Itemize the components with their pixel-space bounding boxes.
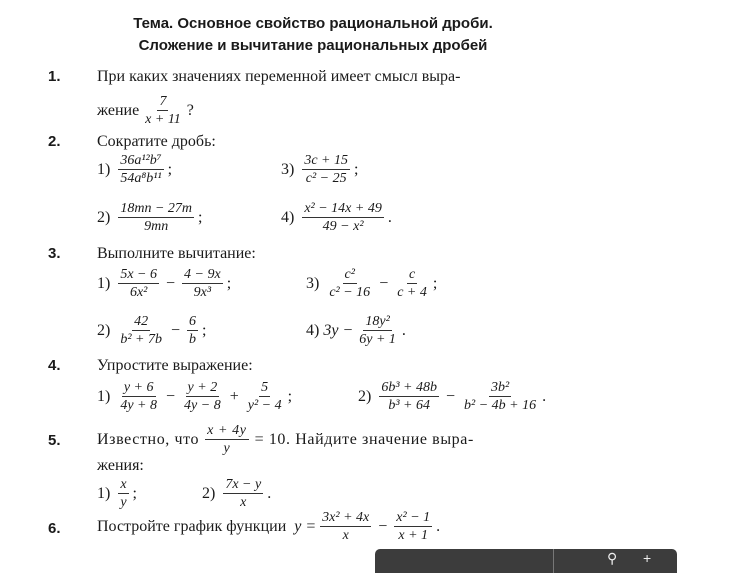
task4-text: Упростите выражение: (97, 357, 253, 374)
fraction (462, 379, 538, 414)
operator: − (379, 274, 389, 292)
fraction (395, 266, 429, 301)
numerator: 6b³ + 48b (381, 380, 437, 395)
numerator: 6 (189, 314, 197, 329)
task1-expression (97, 93, 194, 128)
numerator: 5x − 6 (120, 267, 157, 282)
numerator: c (408, 267, 416, 282)
toolbar-divider (553, 549, 554, 573)
part-label: 3) (306, 274, 320, 292)
fraction (223, 476, 263, 511)
task3-part1 (97, 266, 231, 301)
numerator: 3x² + 4x (322, 510, 370, 525)
numerator: x² − 1 (396, 510, 431, 525)
task4-part1 (97, 379, 292, 414)
fraction (118, 200, 194, 235)
denominator: c + 4 (397, 285, 427, 300)
numerator: y + 2 (187, 380, 218, 395)
denominator: c² − 16 (329, 285, 371, 300)
denominator: x + 1 (398, 528, 429, 543)
task4-part2 (358, 379, 546, 414)
fraction (118, 313, 164, 348)
part-label: 3) (281, 160, 295, 178)
task3-text: Выполните вычитание: (97, 245, 256, 262)
numerator: 5 (261, 380, 269, 395)
fraction (143, 93, 183, 128)
numerator: 18y² (365, 314, 390, 329)
task2-part2 (97, 200, 202, 235)
task-number: 1. (48, 68, 61, 85)
task2-part3 (281, 152, 358, 187)
denominator: x (342, 528, 349, 543)
fraction (118, 379, 159, 414)
denominator: y (120, 495, 127, 510)
numerator: y + 6 (123, 380, 154, 395)
punct: ; (354, 160, 359, 178)
punct: ; (202, 321, 207, 339)
topic-title-line1: Тема. Основное свойство рациональной дроби. (133, 15, 493, 32)
punct: ; (226, 274, 232, 292)
task5-text2: = 10. Найдите значение выра- (254, 430, 474, 448)
fraction (302, 200, 384, 235)
task5-text1: Известно, что (97, 430, 200, 448)
part-label: 1) (97, 274, 111, 292)
denominator: 9mn (144, 219, 169, 234)
operator: + (229, 387, 239, 405)
denominator: 6y + 1 (359, 332, 396, 347)
fraction (320, 509, 371, 544)
part-label: 4) (281, 208, 295, 226)
part-label: 1) (97, 387, 111, 405)
operator: − (445, 387, 456, 405)
punct: . (267, 484, 272, 502)
numerator: x² − 14x + 49 (304, 201, 382, 216)
punct: ? (186, 101, 194, 119)
denominator: b² − 4b + 16 (464, 398, 537, 413)
punct: ; (132, 484, 137, 502)
denominator: 9x³ (193, 285, 212, 300)
fraction (302, 152, 350, 187)
task-number: 5. (48, 432, 61, 449)
part-label: 2) (202, 484, 216, 502)
punct: ; (198, 208, 203, 226)
numerator: 3c + 15 (304, 153, 348, 168)
task5-part1 (97, 476, 137, 511)
task1-text: При каких значениях переменной имеет смысл выра- (97, 68, 461, 85)
fraction (327, 266, 372, 301)
denominator: 6x² (129, 285, 148, 300)
punct: . (436, 517, 441, 535)
plus-icon[interactable]: + (643, 550, 652, 566)
part-label: 1) (97, 484, 111, 502)
fraction (357, 313, 398, 348)
task2-part4 (281, 200, 392, 235)
operator: − (166, 387, 176, 405)
part-label: 2) (358, 387, 372, 405)
expression-prefix: 3y − (323, 321, 354, 339)
numerator: 3b² (490, 380, 510, 395)
denominator: 49 − x² (322, 219, 364, 234)
fraction (187, 313, 198, 348)
fraction (118, 476, 128, 511)
part-label: 1) (97, 160, 111, 178)
punct: . (387, 208, 392, 226)
task5-text (97, 422, 474, 457)
punct: . (542, 387, 547, 405)
denominator: b (189, 332, 197, 347)
numerator: 36a¹²b⁷ (120, 153, 162, 168)
numerator: 4 − 9x (184, 267, 221, 282)
denominator: x (240, 495, 247, 510)
task-number: 2. (48, 133, 61, 150)
numerator: c² (344, 267, 355, 282)
punct: ; (167, 160, 173, 178)
denominator: 4y − 8 (184, 398, 221, 413)
topic-title-line2: Сложение и вычитание рациональных дробей (138, 37, 488, 54)
operator: − (170, 321, 181, 339)
operator: − (378, 517, 388, 535)
viewer-toolbar[interactable] (375, 549, 677, 573)
task6-text: Постройте график функции (97, 517, 287, 535)
numerator: x + 4y (207, 423, 247, 438)
punct: ; (287, 387, 293, 405)
part-label: 4) (306, 321, 320, 339)
fraction (182, 379, 223, 414)
fraction (182, 266, 223, 301)
numerator: x (120, 477, 127, 492)
punct: ; (432, 274, 438, 292)
numerator: 42 (134, 314, 149, 329)
task6-expression (97, 509, 440, 544)
denominator: c² − 25 (305, 171, 347, 186)
fraction (394, 509, 432, 544)
task3-part3 (306, 266, 437, 301)
fraction (118, 152, 163, 187)
numerator: 7x − y (225, 477, 262, 492)
numerator: 7 (159, 94, 167, 109)
task-number: 6. (48, 520, 61, 537)
numerator: 18mn − 27m (120, 201, 192, 216)
denominator: x + 11 (145, 112, 181, 127)
fraction (246, 379, 284, 414)
fraction (205, 422, 248, 457)
punct: . (401, 321, 406, 339)
task3-part2 (97, 313, 206, 348)
operator: − (166, 274, 176, 292)
task-number: 4. (48, 357, 61, 374)
denominator: 54a⁸b¹¹ (120, 171, 162, 186)
denominator: 4y + 8 (120, 398, 157, 413)
task-number: 3. (48, 245, 61, 262)
part-label: 2) (97, 321, 111, 339)
fraction (379, 379, 439, 414)
task3-part4 (306, 313, 406, 348)
zoom-icon[interactable]: ⚲ (607, 550, 618, 566)
task5-text3: жения: (97, 457, 144, 474)
task2-text: Сократите дробь: (97, 133, 216, 150)
denominator: b² + 7b (120, 332, 162, 347)
denominator: y (223, 441, 231, 456)
function-lhs: y = (294, 517, 317, 535)
denominator: y² − 4 (247, 398, 282, 413)
task2-part1 (97, 152, 172, 187)
fraction (118, 266, 159, 301)
task1-text2: жение (97, 101, 140, 119)
denominator: b³ + 64 (388, 398, 430, 413)
task5-part2 (202, 476, 271, 511)
part-label: 2) (97, 208, 111, 226)
